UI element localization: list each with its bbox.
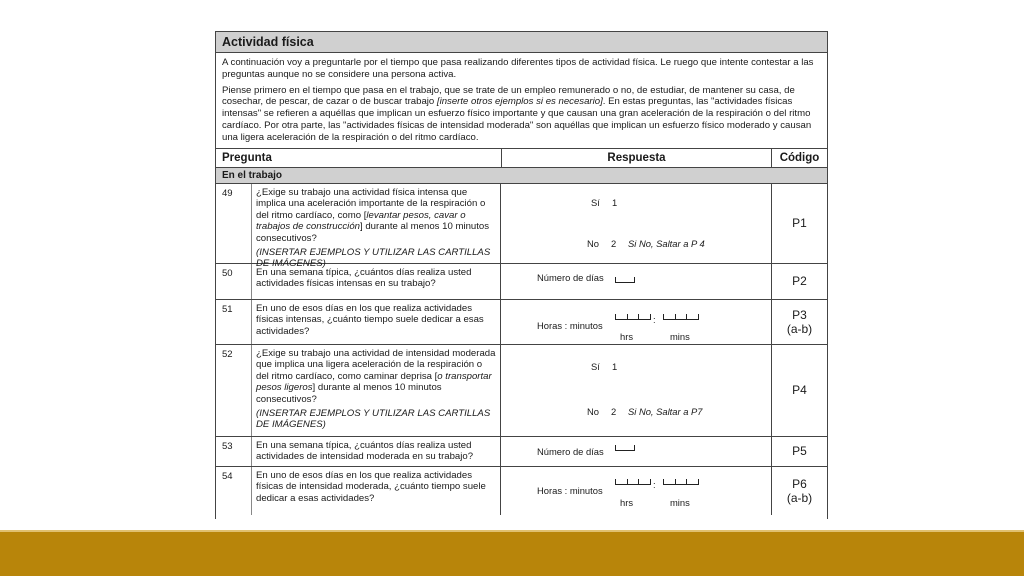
question-number: 50 (222, 267, 233, 279)
intro-paragraph-1: A continuación voy a preguntarle por el tiempo que pasa realizando diferentes tipos de actividad física. Le ruego que intente contestar a las preguntas aunque no se considere una persona activa. (222, 57, 814, 80)
question-text-b: ] durante al menos 10 minutos consecutivos? (256, 382, 442, 405)
question-code (772, 437, 827, 466)
question-text (251, 184, 501, 270)
code-value: P2 (792, 274, 807, 289)
minutes-entry-box[interactable] (663, 314, 699, 320)
table-row (216, 264, 827, 300)
minutes-entry-box[interactable] (663, 479, 699, 485)
mins-label: mins (670, 496, 690, 508)
no-value: 2 (611, 405, 617, 417)
answer-cell (501, 300, 772, 344)
intro-paragraph-2 (222, 85, 821, 144)
code-value: P6 (792, 476, 807, 491)
intro-text (216, 53, 827, 144)
hours-entry-box[interactable] (615, 479, 651, 485)
table-header (216, 148, 827, 168)
question-text-italic: o transportar pesos ligeros (256, 370, 492, 394)
answer-cell (501, 264, 772, 299)
no-value: 2 (611, 237, 617, 249)
hrs-label: hrs (620, 496, 634, 508)
intro-p2-part-a: Piense primero en el tiempo que pasa en el trabajo, que se trate de un empleo remunerado o no, de estudiar, de mantener su casa, de cosechar, de pescar, de cazar o de buscar trabajo (222, 84, 795, 108)
question-number: 53 (222, 440, 233, 452)
table-row (216, 300, 827, 345)
yes-label: Sí (591, 360, 600, 372)
code-value: P5 (792, 444, 807, 459)
question-number: 49 (222, 187, 233, 199)
question-code (772, 264, 827, 299)
question-text-a: ¿Exige su trabajo una actividad de intensidad moderada que implica una ligera aceleración de la respiración o del ritmo cardíaco, como caminar deprisa [ (256, 347, 496, 382)
table-row (216, 467, 827, 515)
question-number: 51 (222, 303, 233, 315)
instruction-text: (INSERTAR EJEMPLOS Y UTILIZAR LAS CARTILLAS DE IMÁGENES) (256, 407, 491, 431)
question-text-a: ¿Exige su trabajo una actividad física intensa que implica una aceleración importante de la respiración o del ritmo cardíaco, como [ (256, 186, 486, 221)
question-text-b: ] durante al menos 10 minutos consecutivos? (256, 221, 490, 244)
hours-entry-box[interactable] (615, 314, 651, 320)
code-value: P3 (792, 307, 807, 322)
question-text: En uno de esos días en los que realiza actividades físicas de intensidad moderada, ¿cuánto tiempo suele dedicar a esas actividades? (251, 467, 501, 515)
question-text: En una semana típica, ¿cuántos días realiza usted actividades de intensidad moderada en su trabajo? (251, 437, 501, 466)
answer-cell (501, 184, 772, 263)
hrs-label: hrs (620, 330, 634, 342)
section-title: Actividad física (216, 32, 827, 53)
days-entry-box[interactable] (615, 445, 635, 451)
days-label: Número de días (537, 271, 604, 283)
question-text-italic: levantar pesos, cavar o trabajos de construcción (256, 209, 466, 233)
footer-band (0, 532, 1024, 576)
no-label: No (587, 237, 599, 249)
question-code (772, 300, 827, 344)
code-value: P1 (792, 216, 807, 231)
yes-label: Sí (591, 196, 600, 208)
answer-cell (501, 437, 772, 466)
days-label: Número de días (537, 445, 604, 457)
yes-value: 1 (612, 360, 618, 372)
question-code (772, 184, 827, 263)
instruction-text: (INSERTAR EJEMPLOS Y UTILIZAR LAS CARTILLAS DE IMÁGENES) (256, 246, 491, 270)
days-entry-box[interactable] (615, 277, 635, 283)
time-label: Horas : minutos (537, 484, 603, 496)
code-subvalue: (a-b) (786, 321, 813, 336)
table-row (216, 345, 827, 437)
intro-p2-italic: [inserte otros ejemplos si es necesario] (436, 96, 603, 108)
time-separator: : (653, 313, 656, 325)
header-codigo: Código (779, 151, 820, 164)
time-label: Horas : minutos (537, 319, 603, 331)
skip-instruction: Si No, Saltar a P 4 (628, 237, 705, 249)
no-label: No (587, 405, 599, 417)
question-text (251, 345, 501, 436)
code-subvalue: (a-b) (786, 490, 813, 505)
table-row (216, 437, 827, 467)
header-pregunta: Pregunta (222, 151, 272, 164)
skip-instruction: Si No, Saltar a P7 (628, 405, 703, 417)
questionnaire-document (215, 31, 828, 519)
question-text: En una semana típica, ¿cuántos días realiza usted actividades físicas intensas en su trabajo? (251, 264, 501, 299)
table-row (216, 184, 827, 270)
answer-cell (501, 467, 772, 515)
question-code (772, 467, 827, 515)
question-text: En uno de esos días en los que realiza actividades físicas intensas, ¿cuánto tiempo suele dedicar a esas actividades? (251, 300, 501, 344)
mins-label: mins (670, 330, 690, 342)
question-code (772, 345, 827, 436)
question-number: 52 (222, 348, 233, 360)
time-separator: : (653, 478, 656, 490)
code-value: P4 (792, 383, 807, 398)
subsection-title: En el trabajo (216, 168, 827, 184)
yes-value: 1 (612, 196, 618, 208)
question-number: 54 (222, 470, 233, 482)
intro-p2-part-b: . En estas preguntas, las "actividades físicas intensas" se refieren a aquéllas que implican un esfuerzo físico importante y que causan una gran aceleración de la respiración o del ritmo cardíaco. Por otra parte, las "actividades físicas de intensidad moderada" son aquéllas que implican un esfuerzo físico moderado y causan una ligera aceleración de la respiración o del ritmo cardíaco. (222, 96, 812, 143)
header-respuesta: Respuesta (501, 149, 772, 167)
answer-cell (501, 345, 772, 436)
